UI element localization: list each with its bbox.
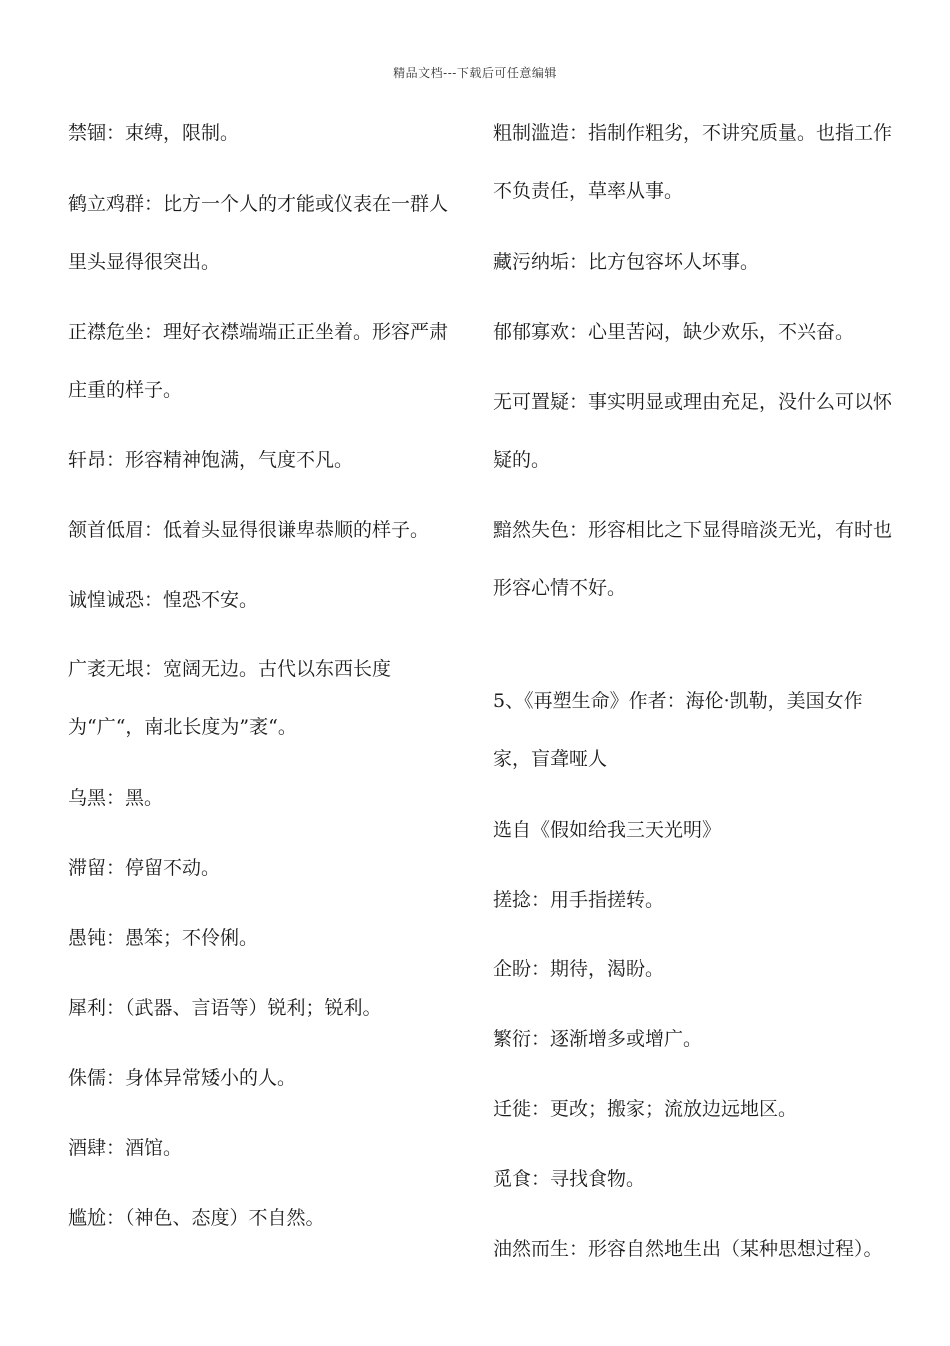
glossary-entry: 无可置疑：事实明显或理由充足，没什么可以怀疑的。 (493, 391, 893, 471)
glossary-entry: 广袤无垠：宽阔无边。古代以东西长度为“广“，南北长度为”袤“。 (68, 658, 392, 738)
glossary-entry: 颔首低眉：低着头显得很谦卑恭顺的样子。 (68, 519, 430, 541)
lesson-source: 选自《假如给我三天光明》 (493, 819, 722, 841)
glossary-entry: 黯然失色：形容相比之下显得暗淡无光，有时也形容心情不好。 (493, 519, 893, 599)
glossary-entry: 滞留：停留不动。 (68, 857, 221, 879)
glossary-entry: 正襟危坐：理好衣襟端端正正坐着。形容严肃庄重的样子。 (68, 321, 449, 401)
glossary-entry: 禁锢：束缚，限制。 (68, 122, 240, 144)
glossary-entry: 犀利：（武器、言语等）锐利；锐利。 (68, 997, 382, 1019)
glossary-entry: 粗制滥造：指制作粗劣，不讲究质量。也指工作不负责任，草率从事。 (493, 122, 893, 202)
glossary-entry: 觅食：寻找食物。 (493, 1168, 646, 1190)
glossary-entry: 油然而生：形容自然地生出（某种思想过程）。 (493, 1238, 883, 1260)
page-header: 精品文档---下载后可任意编辑 (393, 66, 557, 80)
glossary-entry: 轩昂：形容精神饱满，气度不凡。 (68, 449, 354, 471)
glossary-entry: 繁衍：逐渐增多或增广。 (493, 1028, 703, 1050)
glossary-entry: 侏儒：身体异常矮小的人。 (68, 1067, 297, 1089)
glossary-entry: 诚惶诚恐：惶恐不安。 (68, 589, 259, 611)
glossary-entry: 企盼：期待，渴盼。 (493, 958, 665, 980)
glossary-entry: 迁徙：更改；搬家；流放边远地区。 (493, 1098, 798, 1120)
glossary-entry: 藏污纳垢：比方包容坏人坏事。 (493, 251, 760, 273)
glossary-entry: 郁郁寡欢：心里苦闷，缺少欢乐，不兴奋。 (493, 321, 855, 343)
glossary-entry: 乌黑：黑。 (68, 787, 164, 809)
glossary-entry: 搓捻：用手指搓转。 (493, 889, 665, 911)
glossary-entry: 愚钝：愚笨；不伶俐。 (68, 927, 259, 949)
glossary-entry: 鹤立鸡群：比方一个人的才能或仪表在一群人里头显得很突出。 (68, 193, 449, 273)
glossary-entry: 尴尬：（神色、态度）不自然。 (68, 1207, 325, 1229)
glossary-entry: 酒肆：酒馆。 (68, 1137, 183, 1159)
lesson-heading: 5、《再塑生命》作者：海伦·凯勒，美国女作家，盲聋哑人 (493, 690, 863, 770)
